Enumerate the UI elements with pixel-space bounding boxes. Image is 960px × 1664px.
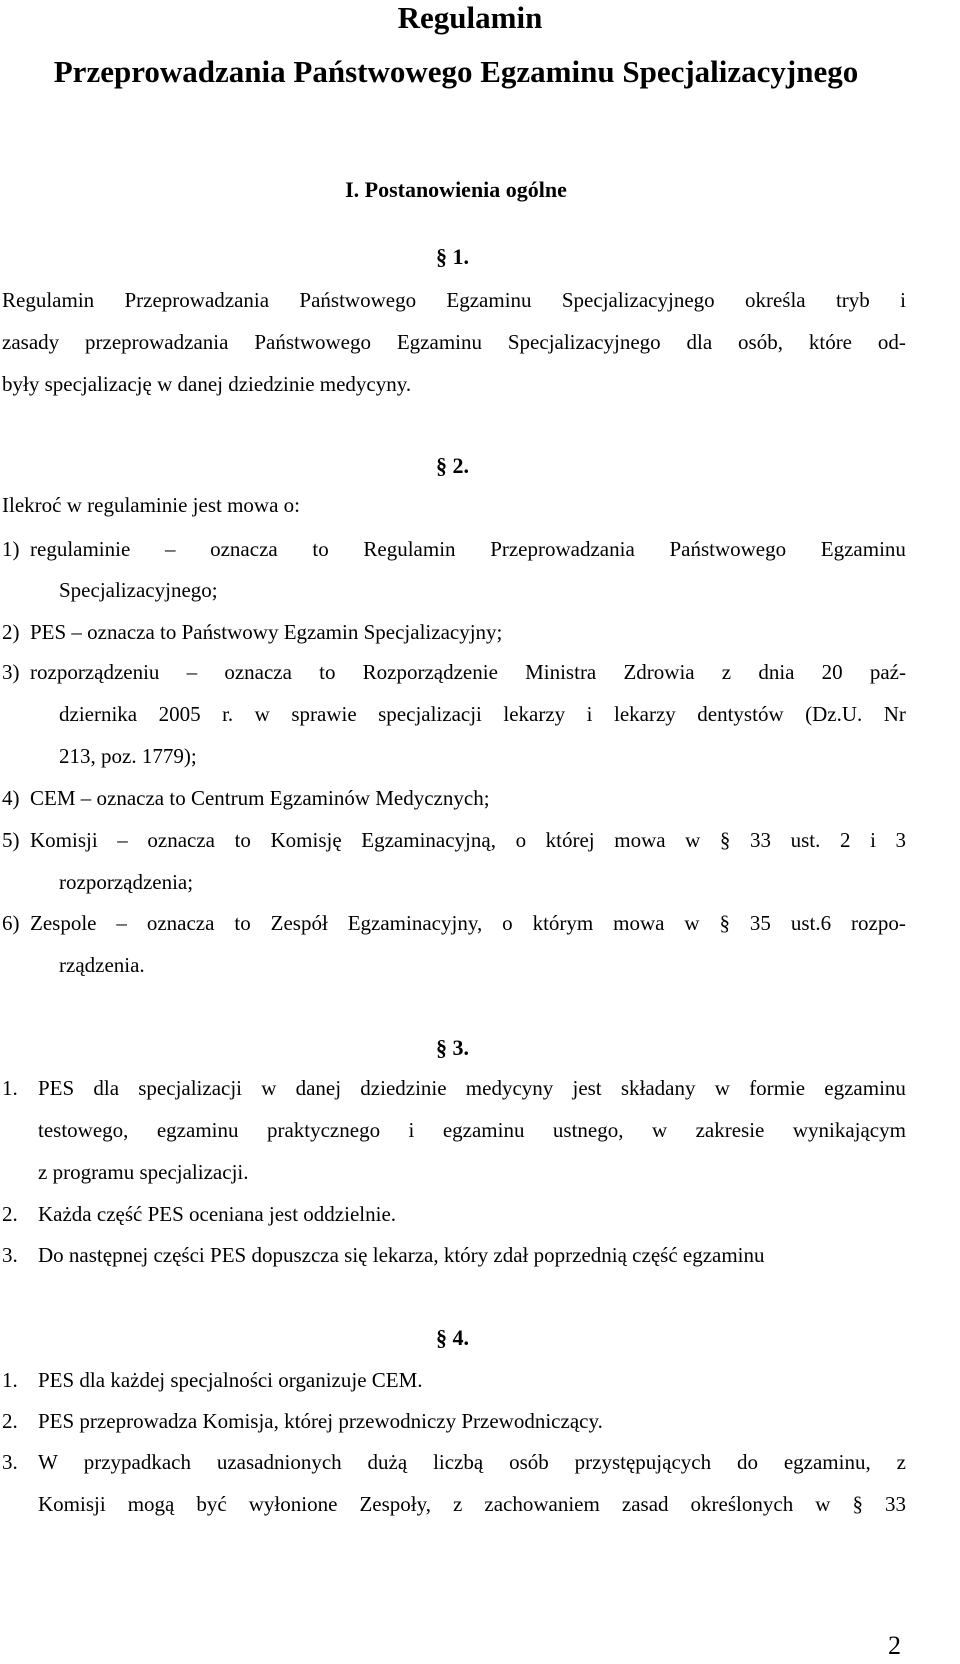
list-item-text: Komisji – oznacza to Komisję Egzaminacyjną, o której mowa w § 33 ust. 2 i 3	[30, 828, 906, 852]
section-2-mark: § 2.	[436, 453, 469, 478]
list-item-text: Komisji mogą być wyłonione Zespoły, z zachowaniem zasad określonych w § 33	[38, 1492, 906, 1516]
list-item-text: PES dla każdej specjalności organizuje CEM.	[38, 1368, 423, 1392]
list-item-text: rozporządzenia;	[59, 870, 194, 894]
list-item-text: Do następnej części PES dopuszcza się lekarza, który zdał poprzednią część egzaminu	[38, 1243, 765, 1267]
list-item-number: 3.	[2, 1450, 18, 1474]
section-1-line-2: zasady przeprowadzania Państwowego Egzaminu Specjalizacyjnego dla osób, które od-	[2, 330, 906, 354]
list-item-number: 3)	[2, 660, 20, 684]
list-item-number: 5)	[2, 828, 20, 852]
list-item-text: dziernika 2005 r. w sprawie specjalizacji lekarzy i lekarzy dentystów (Dz.U. Nr	[59, 702, 906, 726]
list-item-text: PES dla specjalizacji w danej dziedzinie medycyny jest składany w formie egzaminu	[38, 1076, 906, 1100]
list-item-text: 213, poz. 1779);	[59, 744, 197, 768]
list-item-text: Każda część PES oceniana jest oddzielnie.	[38, 1202, 397, 1226]
list-item-text: PES przeprowadza Komisja, której przewodniczy Przewodniczący.	[38, 1409, 603, 1433]
list-item-number: 1.	[2, 1368, 18, 1392]
list-item-text: z programu specjalizacji.	[38, 1160, 249, 1184]
list-item-text: W przypadkach uzasadnionych dużą liczbą osób przystępujących do egzaminu, z	[38, 1450, 906, 1474]
list-item-text: rządzenia.	[59, 953, 145, 977]
list-item-number: 2.	[2, 1202, 18, 1226]
document-title: Regulamin	[397, 0, 543, 35]
list-item-text: rozporządzeniu – oznacza to Rozporządzenie Ministra Zdrowia z dnia 20 paź-	[30, 660, 906, 684]
list-item-text: Zespole – oznacza to Zespół Egzaminacyjny, o którym mowa w § 35 ust.6 rozpo-	[30, 911, 906, 935]
list-item-text: regulaminie – oznacza to Regulamin Przeprowadzania Państwowego Egzaminu	[30, 537, 906, 561]
chapter-heading: I. Postanowienia ogólne	[345, 177, 567, 202]
section-1-line-1: Regulamin Przeprowadzania Państwowego Egzaminu Specjalizacyjnego określa tryb i	[2, 288, 906, 312]
list-item-text: Specjalizacyjnego;	[59, 578, 218, 602]
document-subtitle: Przeprowadzania Państwowego Egzaminu Specjalizacyjnego	[53, 54, 859, 89]
list-item-number: 4)	[2, 786, 20, 810]
list-item-number: 1)	[2, 537, 20, 561]
list-item-number: 6)	[2, 911, 20, 935]
list-item-number: 1.	[2, 1076, 18, 1100]
page-number: 2	[888, 1631, 901, 1660]
section-4-mark: § 4.	[436, 1325, 469, 1350]
list-item-number: 2)	[2, 620, 20, 644]
list-item-text: testowego, egzaminu praktycznego i egzaminu ustnego, w zakresie wynikającym	[38, 1118, 906, 1142]
section-3-mark: § 3.	[436, 1035, 469, 1060]
list-item-text: PES – oznacza to Państwowy Egzamin Specjalizacyjny;	[30, 620, 503, 644]
list-item-number: 2.	[2, 1409, 18, 1433]
list-item-number: 3.	[2, 1243, 18, 1267]
list-item-text: CEM – oznacza to Centrum Egzaminów Medycznych;	[30, 786, 490, 810]
section-1-mark: § 1.	[436, 244, 469, 269]
section-2-intro: Ilekroć w regulaminie jest mowa o:	[2, 493, 300, 517]
section-1-line-3: były specjalizację w danej dziedzinie medycyny.	[2, 372, 412, 396]
